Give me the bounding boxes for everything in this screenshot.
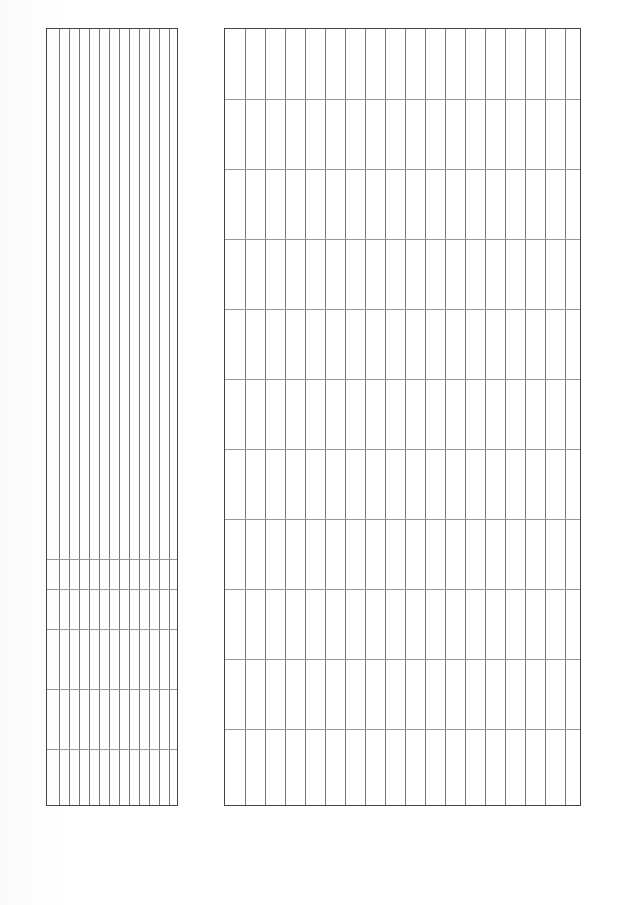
table-1	[46, 28, 178, 806]
table-2	[224, 28, 581, 806]
